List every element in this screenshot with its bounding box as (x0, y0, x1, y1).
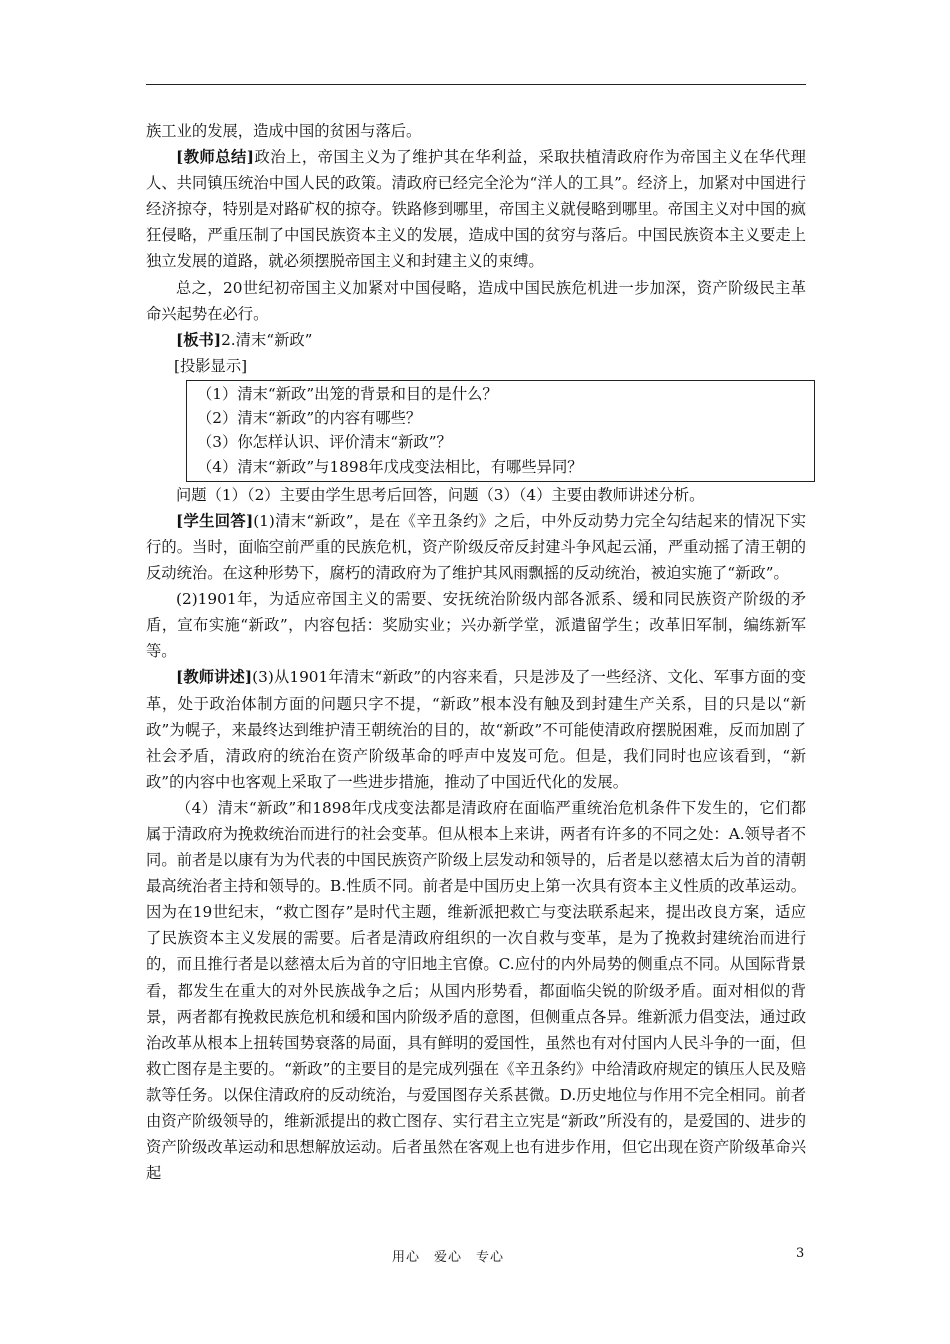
comparison-paragraph: （4）清末“新政”和1898年戊戌变法都是清政府在面临严重统治危机条件下发生的，它们都属于清政府为挽救统治而进行的社会变革。但从根本上来讲，两者有许多的不同之处：A.领导者不同。前者是以康有为为代表的中国民族资产阶级上层发动和领导的，后者是以慈禧太后为首的清朝最高统治者主持和领导的。B.性质不同。前者是中国历史上第一次具有资本主义性质的改革运动。因为在19世纪末，“救亡图存”是时代主题，维新派把救亡与变法联系起来，提出改良方案，适应了民族资本主义发展的需要。后者是清政府组织的一次自救与变革，是为了挽救封建统治而进行的，而且推行者是以慈禧太后为首的守旧地主官僚。C.应付的内外局势的侧重点不同。从国际背景看，都发生在重大的对外民族战争之后；从国内形势看，都面临尖锐的阶级矛盾。面对相似的背景，两者都有挽救民族危机和缓和国内阶级矛盾的意图，但侧重点各异。维新派力倡变法，通过政治改革从根本上扭转国势衰落的局面，具有鲜明的爱国性，虽然也有对付国内人民斗争的一面，但救亡图存是主要的。“新政”的主要目的是完成列强在《辛丑条约》中给清政府规定的镇压人民及赔款等任务。以保住清政府的反动统治，与爱国图存关系甚微。D.历史地位与作用不完全相同。前者由资产阶级领导的，维新派提出的救亡图存、实行君主立宪是“新政”所没有的，是爱国的、进步的资产阶级改革运动和思想解放运动。后者虽然在客观上也有进步作用，但它出现在资产阶级革命兴起 (146, 798, 806, 1183)
teacher-lecture-label: [教师讲述] (176, 668, 253, 687)
header-rule (146, 84, 806, 85)
teacher-summary-paragraph (146, 144, 806, 274)
student-answer-text: (1)清末“新政”，是在《辛丑条约》之后，中外反动势力完全勾结起来的情况下实行的。当时，面临空前严重的民族危机，资产阶级反帝反封建斗争风起云涌，严重动摇了清王朝的反动统治。在这种形势下，腐朽的清政府为了维护其风雨飘摇的反动统治，被迫实施了“新政”。 (146, 511, 807, 583)
student-answer-label: [学生回答] (176, 511, 254, 530)
question-item: （4）清末“新政”与1898年戊戌变法相比，有哪些异同？ (197, 457, 583, 476)
answer-two-paragraph: (2)1901年，为适应帝国主义的需要、安抚统治阶级内部各派系、缓和同民族资产阶级的矛盾，宣布实施“新政”，内容包括：奖励实业；兴办新学堂，派遣留学生；改革旧军制，编练新军等。 (146, 590, 806, 661)
question-item: （1）清末“新政”出笼的背景和目的是什么？ (197, 384, 498, 403)
page-number: 3 (796, 1246, 805, 1261)
conclusion-paragraph: 总之，20世纪初帝国主义加紧对中国侵略，造成中国民族危机进一步加深，资产阶级民主革命兴起势在必行。 (146, 278, 806, 323)
teacher-lecture-text: (3)从1901年清末“新政”的内容来看，只是涉及了一些经济、文化、军事方面的变革，处于政治体制方面的问题只字不提，“新政”根本没有触及到封建生产关系，目的只是以“新政”为幌子，来最终达到维护清王朝统治的目的，故“新政”不可能使清政府摆脱困难，反而加剧了社会矛盾，清政府的统治在资产阶级革命的呼声中岌岌可危。但是，我们同时也应该看到，“新政”的内容中也客观上采取了一些进步措施，推动了中国近代化的发展。 (146, 668, 806, 791)
teacher-lecture-paragraph (146, 664, 806, 794)
question-box (186, 380, 815, 482)
paragraph-continuation: 族工业的发展，造成中国的贫困与落后。 (146, 122, 422, 140)
page-body (146, 118, 806, 1186)
question-assignment-paragraph: 问题（1）（2）主要由学生思考后回答，问题（3）（4）主要由教师讲述分析。 (176, 485, 705, 504)
board-label: [板书] (176, 330, 222, 349)
projection-label: [投影显示] (174, 357, 248, 376)
footer-motto: 用心 爱心 专心 (392, 1250, 505, 1265)
teacher-summary-text: 政治上，帝国主义为了维护其在华利益，采取扶植清政府作为帝国主义在华代理人、共同镇压统治中国人民的政策。清政府已经完全沦为“洋人的工具”。经济上，加紧对中国进行经济掠夺，特别是对路矿权的掠夺。铁路修到哪里，帝国主义就侵略到哪里。帝国主义对中国的疯狂侵略，严重压制了中国民族资本主义的发展，造成中国的贫穷与落后。中国民族资本主义要走上独立发展的道路，就必须摆脱帝国主义和封建主义的束缚。 (146, 148, 806, 271)
question-item: （2）清末“新政”的内容有哪些？ (197, 409, 422, 428)
board-text: 2.清末“新政” (221, 330, 313, 349)
question-item: （3）你怎样认识、评价清末“新政”？ (197, 433, 452, 452)
teacher-summary-label: [教师总结] (176, 148, 255, 167)
board-heading (146, 327, 806, 354)
student-answer-paragraph (146, 508, 806, 586)
